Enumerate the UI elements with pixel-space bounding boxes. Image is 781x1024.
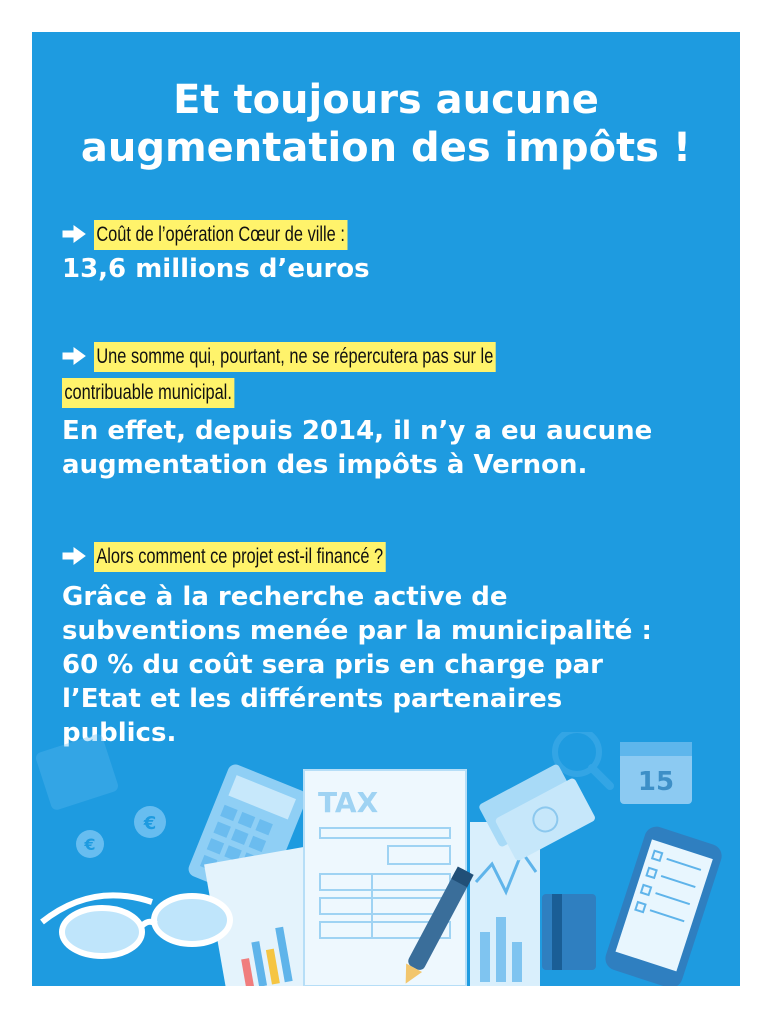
funding-body-line-1: Grâce à la recherche active de bbox=[62, 582, 508, 612]
section-taxpayer-heading-1: Une somme qui, pourtant, ne se répercutera pas sur le bbox=[94, 342, 496, 372]
section-funding-body bbox=[62, 580, 732, 750]
calendar-icon bbox=[620, 742, 692, 804]
page-title bbox=[32, 76, 740, 172]
funding-body-line-2: subventions menée par la municipalité : bbox=[62, 616, 652, 646]
section-cost bbox=[62, 220, 732, 286]
taxpayer-body-line-1: En effet, depuis 2014, il n’y a eu aucune bbox=[62, 416, 653, 446]
coin-symbol-2: € bbox=[84, 835, 96, 854]
tax-form-icon bbox=[304, 770, 466, 986]
poster bbox=[32, 32, 740, 986]
title-line-2: augmentation des impôts ! bbox=[80, 125, 692, 171]
section-cost-heading-row bbox=[62, 220, 732, 250]
finance-illustration bbox=[32, 732, 740, 986]
coin-symbol-1: € bbox=[143, 813, 157, 834]
section-funding-heading: Alors comment ce projet est-il financé ? bbox=[94, 542, 385, 572]
calendar-day: 15 bbox=[637, 767, 675, 797]
section-taxpayer-body bbox=[62, 414, 732, 482]
taxpayer-body-line-2: augmentation des impôts à Vernon. bbox=[62, 450, 588, 480]
section-cost-value bbox=[62, 252, 732, 286]
section-funding bbox=[62, 542, 732, 750]
section-taxpayer-heading-row-1 bbox=[62, 342, 732, 372]
arrow-right-icon bbox=[62, 225, 86, 243]
arrow-right-icon bbox=[62, 547, 86, 565]
section-funding-heading-row bbox=[62, 542, 732, 572]
euro-coin-icon bbox=[76, 806, 166, 858]
section-taxpayer bbox=[62, 342, 732, 482]
glasses-icon bbox=[42, 895, 230, 956]
funding-body-line-4: l’Etat et les différents partenaires bbox=[62, 684, 563, 714]
cost-value-text: 13,6 millions d’euros bbox=[62, 254, 370, 284]
section-taxpayer-heading-row-2 bbox=[62, 378, 732, 408]
funding-body-line-5: publics. bbox=[62, 718, 177, 748]
title-line-1: Et toujours aucune bbox=[173, 77, 599, 123]
smartphone-checklist-icon bbox=[602, 824, 724, 986]
credit-card-icon bbox=[542, 894, 596, 970]
arrow-right-icon bbox=[62, 347, 86, 365]
section-cost-heading: Coût de l’opération Cœur de ville : bbox=[94, 220, 347, 250]
tax-label: TAX bbox=[318, 786, 379, 819]
section-taxpayer-heading-2: contribuable municipal. bbox=[62, 378, 234, 408]
funding-body-line-3: 60 % du coût sera pris en charge par bbox=[62, 650, 603, 680]
